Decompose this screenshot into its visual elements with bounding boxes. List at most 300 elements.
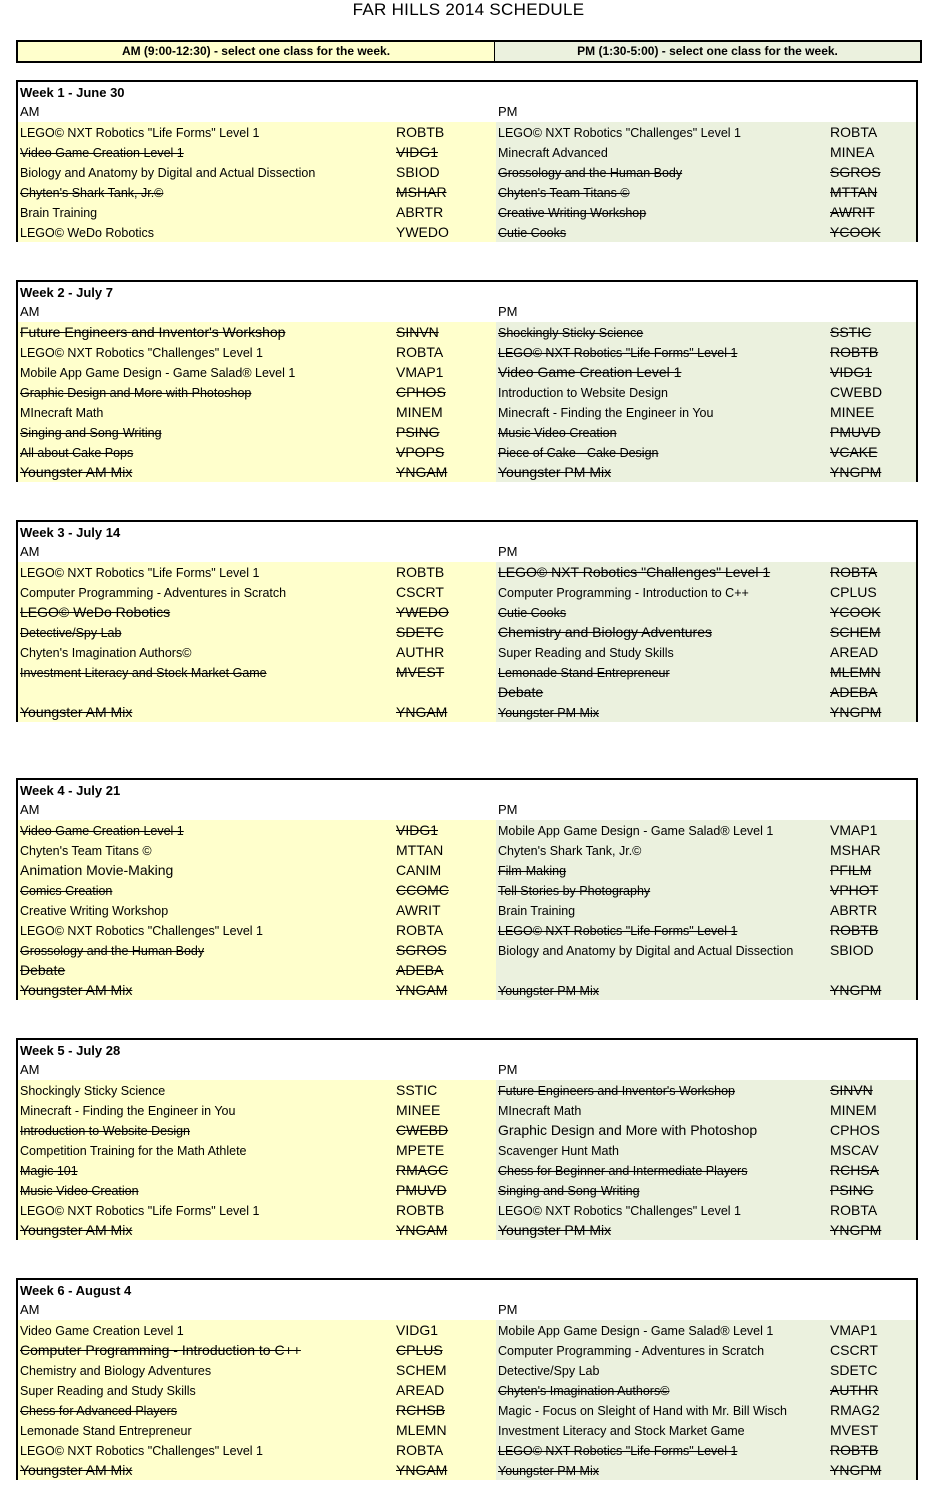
- am-class-cell: [18, 422, 496, 442]
- pm-class-cell: [496, 1360, 916, 1380]
- pm-class-code: YNGPM: [830, 982, 882, 998]
- pm-class-code: CWEBD: [830, 384, 883, 400]
- pm-class-cell: [496, 880, 916, 900]
- am-class-name: LEGO© NXT Robotics "Challenges" Level 1: [20, 1444, 263, 1458]
- am-class-name: Youngster AM Mix: [20, 1222, 133, 1238]
- week-block: [16, 778, 918, 1000]
- pm-class-cell: [496, 402, 916, 422]
- class-row: [18, 202, 916, 222]
- pm-class-cell: [496, 1100, 916, 1120]
- am-class-name: Detective/Spy Lab: [20, 626, 122, 640]
- am-class-cell: [18, 1180, 496, 1200]
- class-row: [18, 1440, 916, 1460]
- am-class-cell: [18, 980, 496, 1000]
- pm-class-code: ROBTA: [830, 124, 878, 140]
- am-class-cell: [18, 582, 496, 602]
- pm-class-code: RCHSA: [830, 1162, 880, 1178]
- am-class-cell: [18, 222, 496, 242]
- am-class-name: LEGO© NXT Robotics "Life Forms" Level 1: [20, 1204, 260, 1218]
- pm-class-name: Tell Stories by Photography: [498, 884, 651, 898]
- pm-class-name: Youngster PM Mix: [498, 984, 599, 998]
- am-class-code: ROBTB: [396, 1202, 445, 1218]
- am-class-cell: [18, 1140, 496, 1160]
- pm-class-name: Graphic Design and More with Photoshop: [498, 1122, 758, 1138]
- class-row: [18, 422, 916, 442]
- pm-class-name: Computer Programming - Introduction to C++: [498, 586, 749, 600]
- am-class-code: VMAP1: [396, 364, 444, 380]
- class-row: [18, 162, 916, 182]
- pm-class-code: ABRTR: [830, 902, 878, 918]
- am-class-code: YWEDO: [396, 604, 449, 620]
- am-class-name: Computer Programming - Introduction to C++: [20, 1342, 301, 1358]
- am-label: AM: [20, 304, 40, 319]
- am-class-name: Video Game Creation Level 1: [20, 1324, 184, 1338]
- am-class-cell: [18, 322, 496, 342]
- pm-class-cell: [496, 940, 916, 960]
- am-class-cell: [18, 1380, 496, 1400]
- pm-class-name: LEGO© NXT Robotics "Challenges" Level 1: [498, 1204, 741, 1218]
- pm-class-code: SINVN: [830, 1082, 873, 1098]
- pm-class-code: YCOOK: [830, 604, 881, 620]
- pm-class-name: Future Engineers and Inventor's Workshop: [498, 1084, 736, 1098]
- pm-class-code: ROBTB: [830, 1442, 879, 1458]
- am-class-code: MINEE: [396, 1102, 441, 1118]
- pm-label: PM: [498, 1062, 518, 1077]
- pm-class-name: Biology and Anatomy by Digital and Actual Dissection: [498, 944, 794, 958]
- pm-class-cell: [496, 682, 916, 702]
- class-row: [18, 1160, 916, 1180]
- am-class-code: VIDG1: [396, 144, 439, 160]
- am-class-cell: [18, 382, 496, 402]
- am-class-name: Youngster AM Mix: [20, 982, 133, 998]
- am-class-code: RMAGC: [396, 1162, 449, 1178]
- pm-class-name: Computer Programming - Adventures in Scratch: [498, 1344, 765, 1358]
- pm-class-name: Minecraft - Finding the Engineer in You: [498, 406, 714, 420]
- class-row: [18, 880, 916, 900]
- class-row: [18, 920, 916, 940]
- am-class-name: Super Reading and Study Skills: [20, 1384, 196, 1398]
- am-class-code: CANIM: [396, 862, 442, 878]
- am-class-name: Investment Literacy and Stock Market Game: [20, 666, 267, 680]
- am-class-code: ROBTB: [396, 564, 445, 580]
- week-block: [16, 1038, 918, 1240]
- am-class-cell: [18, 622, 496, 642]
- am-class-name: Competition Training for the Math Athlete: [20, 1144, 247, 1158]
- class-row: [18, 1320, 916, 1340]
- am-class-code: YWEDO: [396, 224, 449, 240]
- class-row: [18, 960, 916, 980]
- am-class-cell: [18, 162, 496, 182]
- am-class-code: SCHEM: [396, 1362, 447, 1378]
- am-class-code: ROBTB: [396, 124, 445, 140]
- pm-class-name: Cutie Cooks: [498, 606, 567, 620]
- am-class-cell: [18, 1320, 496, 1340]
- pm-class-cell: [496, 662, 916, 682]
- pm-class-code: VMAP1: [830, 822, 878, 838]
- pm-class-name: Shockingly Sticky Science: [498, 326, 644, 340]
- class-row: [18, 462, 916, 482]
- am-class-cell: [18, 1100, 496, 1120]
- class-row: [18, 342, 916, 362]
- pm-class-cell: [496, 1180, 916, 1200]
- session-header: [16, 40, 922, 63]
- pm-class-name: Mobile App Game Design - Game Salad® Level 1: [498, 1324, 774, 1338]
- pm-class-code: YNGPM: [830, 704, 882, 720]
- am-class-code: MINEM: [396, 404, 443, 420]
- am-class-cell: [18, 362, 496, 382]
- am-class-code: YNGAM: [396, 1222, 448, 1238]
- pm-class-code: SBIOD: [830, 942, 874, 958]
- am-class-cell: [18, 940, 496, 960]
- class-row: [18, 322, 916, 342]
- am-class-name: LEGO© NXT Robotics "Life Forms" Level 1: [20, 566, 260, 580]
- pm-class-name: Investment Literacy and Stock Market Game: [498, 1424, 745, 1438]
- am-class-name: LEGO© WeDo Robotics: [20, 604, 171, 620]
- am-label: AM: [20, 1062, 40, 1077]
- pm-class-name: Mobile App Game Design - Game Salad® Level 1: [498, 824, 774, 838]
- pm-class-name: Video Game Creation Level 1: [498, 364, 682, 380]
- pm-label: PM: [498, 104, 518, 119]
- pm-class-cell: [496, 1080, 916, 1100]
- week-block: [16, 80, 918, 242]
- pm-class-cell: [496, 222, 916, 242]
- week-block: [16, 520, 918, 722]
- pm-class-cell: [496, 322, 916, 342]
- am-class-code: MVEST: [396, 664, 445, 680]
- pm-class-cell: [496, 1400, 916, 1420]
- am-class-name: Biology and Anatomy by Digital and Actual Dissection: [20, 166, 316, 180]
- pm-class-cell: [496, 702, 916, 722]
- pm-class-cell: [496, 142, 916, 162]
- pm-class-cell: [496, 202, 916, 222]
- am-class-cell: [18, 402, 496, 422]
- class-row: [18, 122, 916, 142]
- am-class-code: RCHSB: [396, 1402, 446, 1418]
- pm-class-code: ROBTB: [830, 922, 879, 938]
- am-class-name: Chyten's Team Titans ©: [20, 844, 152, 858]
- am-class-code: SBIOD: [396, 164, 440, 180]
- week-title: Week 2 - July 7: [20, 285, 113, 300]
- pm-class-name: Chyten's Imagination Authors©: [498, 1384, 670, 1398]
- am-class-name: Animation Movie-Making: [20, 862, 174, 878]
- pm-class-code: MLEMN: [830, 664, 881, 680]
- am-class-code: YNGAM: [396, 1462, 448, 1478]
- am-class-name: Future Engineers and Inventor's Workshop: [20, 324, 286, 340]
- am-class-cell: [18, 1200, 496, 1220]
- pm-class-code: MINEE: [830, 404, 875, 420]
- pm-class-name: Debate: [498, 684, 544, 700]
- am-label: AM: [20, 104, 40, 119]
- am-class-code: SINVN: [396, 324, 439, 340]
- pm-class-cell: [496, 642, 916, 662]
- pm-class-cell: [496, 1160, 916, 1180]
- class-row: [18, 1420, 916, 1440]
- am-class-name: MInecraft Math: [20, 406, 104, 420]
- pm-class-name: LEGO© NXT Robotics "Life Forms" Level 1: [498, 1444, 738, 1458]
- am-class-name: Chess for Advanced Players: [20, 1404, 178, 1418]
- am-class-code: AUTHR: [396, 644, 445, 660]
- class-row: [18, 182, 916, 202]
- class-row: [18, 1360, 916, 1380]
- am-class-name: Video Game Creation Level 1: [20, 824, 184, 838]
- pm-label: PM: [498, 544, 518, 559]
- pm-class-code: AUTHR: [830, 1382, 879, 1398]
- pm-class-code: MTTAN: [830, 184, 878, 200]
- pm-class-cell: [496, 462, 916, 482]
- am-class-name: Lemonade Stand Entrepreneur: [20, 1424, 192, 1438]
- pm-class-name: Chemistry and Biology Adventures: [498, 624, 712, 640]
- am-class-code: ADEBA: [396, 962, 444, 978]
- am-label: AM: [20, 1302, 40, 1317]
- pm-class-name: Grossology and the Human Body: [498, 166, 683, 180]
- am-class-cell: [18, 562, 496, 582]
- pm-class-code: MSHAR: [830, 842, 881, 858]
- pm-class-code: PFILM: [830, 862, 872, 878]
- am-class-code: SDETC: [396, 624, 444, 640]
- am-class-cell: [18, 1120, 496, 1140]
- am-class-cell: [18, 182, 496, 202]
- class-row: [18, 682, 916, 702]
- am-class-name: Singing and Song-Writing: [20, 426, 162, 440]
- am-class-cell: [18, 1440, 496, 1460]
- am-label: AM: [20, 544, 40, 559]
- am-class-name: Shockingly Sticky Science: [20, 1084, 166, 1098]
- pm-class-cell: [496, 1420, 916, 1440]
- week-block: [16, 1278, 918, 1480]
- pm-class-name: Chess for Beginner and Intermediate Players: [498, 1164, 748, 1178]
- am-label: AM: [20, 802, 40, 817]
- class-row: [18, 1200, 916, 1220]
- class-row: [18, 820, 916, 840]
- week-title: Week 4 - July 21: [20, 783, 121, 798]
- pm-class-cell: [496, 442, 916, 462]
- am-class-cell: [18, 1340, 496, 1360]
- pm-class-code: AWRIT: [830, 204, 875, 220]
- pm-class-code: ADEBA: [830, 684, 878, 700]
- pm-class-cell: [496, 1120, 916, 1140]
- am-class-code: ROBTA: [396, 344, 444, 360]
- pm-class-code: PSING: [830, 1182, 874, 1198]
- class-row: [18, 1380, 916, 1400]
- am-class-name: Computer Programming - Adventures in Scratch: [20, 586, 287, 600]
- am-session-header: AM (9:00-12:30) - select one class for the week.: [18, 42, 495, 61]
- pm-class-cell: [496, 382, 916, 402]
- am-class-code: PMUVD: [396, 1182, 447, 1198]
- pm-class-name: Magic - Focus on Sleight of Hand with Mr. Bill Wisch: [498, 1404, 787, 1418]
- pm-class-cell: [496, 622, 916, 642]
- pm-class-code: YNGPM: [830, 464, 882, 480]
- am-class-name: Grossology and the Human Body: [20, 944, 205, 958]
- am-class-code: VPOPS: [396, 444, 445, 460]
- am-class-cell: [18, 840, 496, 860]
- page-title: FAR HILLS 2014 SCHEDULE: [352, 0, 585, 19]
- pm-class-name: Singing and Song-Writing: [498, 1184, 640, 1198]
- am-class-name: Minecraft - Finding the Engineer in You: [20, 1104, 236, 1118]
- am-class-name: LEGO© WeDo Robotics: [20, 226, 155, 240]
- am-class-cell: [18, 960, 496, 980]
- week-title: Week 1 - June 30: [20, 85, 125, 100]
- class-row: [18, 562, 916, 582]
- pm-class-name: LEGO© NXT Robotics "Life Forms" Level 1: [498, 346, 738, 360]
- class-row: [18, 900, 916, 920]
- am-class-cell: [18, 122, 496, 142]
- pm-class-name: Lemonade Stand Entrepreneur: [498, 666, 670, 680]
- pm-class-cell: [496, 602, 916, 622]
- am-class-name: Brain Training: [20, 206, 98, 220]
- pm-class-code: MINEA: [830, 144, 875, 160]
- pm-label: PM: [498, 1302, 518, 1317]
- am-class-name: Magic 101: [20, 1164, 78, 1178]
- class-row: [18, 1120, 916, 1140]
- am-class-code: ROBTA: [396, 922, 444, 938]
- pm-class-code: AREAD: [830, 644, 879, 660]
- am-class-name: Creative Writing Workshop: [20, 904, 169, 918]
- pm-class-code: PMUVD: [830, 424, 881, 440]
- class-row: [18, 142, 916, 162]
- pm-class-code: VMAP1: [830, 1322, 878, 1338]
- am-class-cell: [18, 1460, 496, 1480]
- am-class-name: LEGO© NXT Robotics "Challenges" Level 1: [20, 346, 263, 360]
- am-class-code: ROBTA: [396, 1442, 444, 1458]
- week-block: [16, 280, 918, 482]
- am-class-name: Chyten's Imagination Authors©: [20, 646, 192, 660]
- am-class-cell: [18, 602, 496, 622]
- class-row: [18, 840, 916, 860]
- class-row: [18, 622, 916, 642]
- pm-class-code: VIDG1: [830, 364, 873, 380]
- pm-class-cell: [496, 1140, 916, 1160]
- pm-class-code: VCAKE: [830, 444, 878, 460]
- pm-class-cell: [496, 1220, 916, 1240]
- pm-class-code: CPLUS: [830, 584, 877, 600]
- pm-class-cell: [496, 1460, 916, 1480]
- am-class-cell: [18, 642, 496, 662]
- am-class-cell: [18, 1400, 496, 1420]
- pm-class-name: MInecraft Math: [498, 1104, 582, 1118]
- am-class-code: VIDG1: [396, 822, 439, 838]
- pm-class-cell: [496, 1440, 916, 1460]
- am-class-code: CCOMC: [396, 882, 449, 898]
- am-class-name: All about Cake Pops: [20, 446, 134, 460]
- class-row: [18, 1100, 916, 1120]
- pm-class-name: Youngster PM Mix: [498, 464, 612, 480]
- pm-class-cell: [496, 1340, 916, 1360]
- pm-class-name: LEGO© NXT Robotics "Challenges" Level 1: [498, 564, 771, 580]
- am-class-code: CPHOS: [396, 384, 446, 400]
- class-row: [18, 662, 916, 682]
- pm-class-cell: [496, 182, 916, 202]
- am-class-code: CSCRT: [396, 584, 444, 600]
- am-class-name: Chyten's Shark Tank, Jr.©: [20, 186, 164, 200]
- am-class-cell: [18, 462, 496, 482]
- pm-class-code: ROBTA: [830, 564, 878, 580]
- am-class-name: Youngster AM Mix: [20, 1462, 133, 1478]
- am-class-code: MPETE: [396, 1142, 445, 1158]
- pm-class-name: Detective/Spy Lab: [498, 1364, 600, 1378]
- pm-class-cell: [496, 1320, 916, 1340]
- pm-class-cell: [496, 562, 916, 582]
- am-class-cell: [18, 1080, 496, 1100]
- pm-class-name: Cutie Cooks: [498, 226, 567, 240]
- pm-class-code: VPHOT: [830, 882, 879, 898]
- class-row: [18, 222, 916, 242]
- am-class-code: AREAD: [396, 1382, 445, 1398]
- class-row: [18, 362, 916, 382]
- am-class-cell: [18, 820, 496, 840]
- am-class-name: Music Video Creation: [20, 1184, 139, 1198]
- pm-label: PM: [498, 802, 518, 817]
- pm-class-name: Chyten's Shark Tank, Jr.©: [498, 844, 642, 858]
- pm-class-cell: [496, 422, 916, 442]
- class-row: [18, 940, 916, 960]
- am-class-code: MLEMN: [396, 1422, 447, 1438]
- am-class-code: YNGAM: [396, 704, 448, 720]
- am-class-cell: [18, 1420, 496, 1440]
- am-class-cell: [18, 662, 496, 682]
- am-class-name: Introduction to Website Design: [20, 1124, 191, 1138]
- week-title: Week 5 - July 28: [20, 1043, 121, 1058]
- pm-class-name: Introduction to Website Design: [498, 386, 669, 400]
- class-row: [18, 642, 916, 662]
- am-class-name: Comics Creation: [20, 884, 113, 898]
- pm-session-header: PM (1:30-5:00) - select one class for the week.: [495, 42, 920, 61]
- pm-class-code: RMAG2: [830, 1402, 880, 1418]
- am-class-name: Youngster AM Mix: [20, 464, 133, 480]
- pm-class-code: SCHEM: [830, 624, 881, 640]
- pm-class-name: Creative Writing Workshop: [498, 206, 647, 220]
- pm-class-name: Scavenger Hunt Math: [498, 1144, 619, 1158]
- am-class-cell: [18, 1160, 496, 1180]
- pm-class-name: Piece of Cake - Cake Design: [498, 446, 659, 460]
- pm-class-name: LEGO© NXT Robotics "Challenges" Level 1: [498, 126, 741, 140]
- pm-class-cell: [496, 860, 916, 880]
- class-row: [18, 1220, 916, 1240]
- am-class-cell: [18, 1360, 496, 1380]
- pm-class-code: SDETC: [830, 1362, 878, 1378]
- class-row: [18, 582, 916, 602]
- pm-class-cell: [496, 1380, 916, 1400]
- am-class-code: ABRTR: [396, 204, 444, 220]
- pm-class-name: Minecraft Advanced: [498, 146, 608, 160]
- pm-class-code: YNGPM: [830, 1462, 882, 1478]
- am-class-code: MSHAR: [396, 184, 447, 200]
- am-class-name: Mobile App Game Design - Game Salad® Level 1: [20, 366, 296, 380]
- am-class-code: YNGAM: [396, 464, 448, 480]
- am-class-code: VIDG1: [396, 1322, 439, 1338]
- am-class-cell: [18, 880, 496, 900]
- pm-class-name: Chyten's Team Titans ©: [498, 186, 630, 200]
- class-row: [18, 1080, 916, 1100]
- pm-class-cell: [496, 960, 916, 980]
- pm-class-cell: [496, 362, 916, 382]
- pm-class-cell: [496, 582, 916, 602]
- class-row: [18, 402, 916, 422]
- am-class-code: SGROS: [396, 942, 447, 958]
- am-class-cell: [18, 900, 496, 920]
- class-row: [18, 382, 916, 402]
- am-class-code: MTTAN: [396, 842, 444, 858]
- pm-class-code: SSTIC: [830, 324, 872, 340]
- am-class-name: Youngster AM Mix: [20, 704, 133, 720]
- class-row: [18, 602, 916, 622]
- pm-class-cell: [496, 820, 916, 840]
- pm-class-code: CPHOS: [830, 1122, 880, 1138]
- class-row: [18, 980, 916, 1000]
- am-class-code: CWEBD: [396, 1122, 449, 1138]
- am-class-code: PSING: [396, 424, 440, 440]
- pm-class-name: Music Video Creation: [498, 426, 617, 440]
- am-class-cell: [18, 860, 496, 880]
